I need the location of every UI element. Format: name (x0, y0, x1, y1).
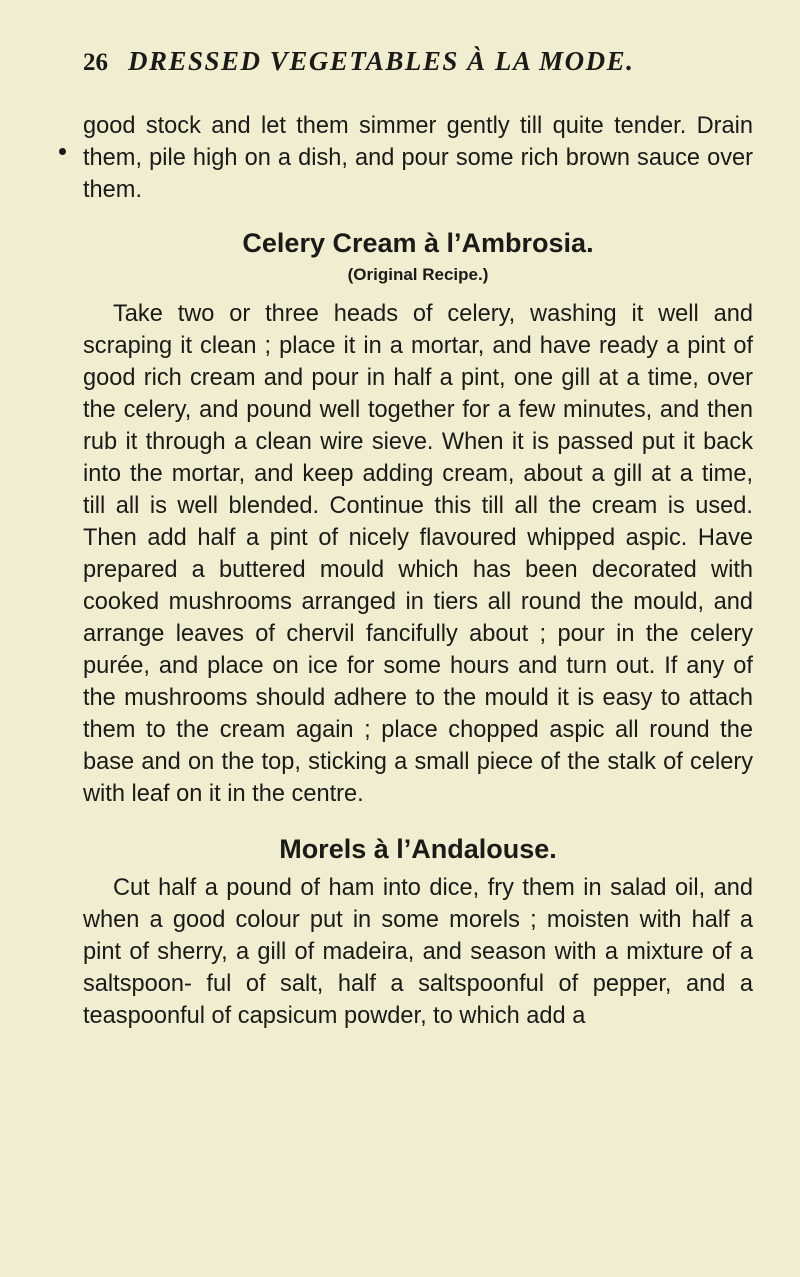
celery-recipe-body: Take two or three heads of celery, washing it well and scraping it clean ; place it in a mortar, and have ready a pint of good rich cream and pour in half a pint, one gill at a time, over the celery, and pound well together for a few minutes, and then rub it through a clean wire sieve. When it is passed put it back into the mortar, and keep adding cream, about a gill at a time, till all is well blended. Continue this till all the cream is used. Then add half a pint of nicely flavoured whipped aspic. Have prepared a buttered mould which has been decorated with cooked mushrooms arranged in tiers all round the mould, and arrange leaves of chervil fancifully about ; pour in the celery purée, and place on ice for some hours and turn out. If any of the mushrooms should adhere to the mould it is easy to attach them to the cream again ; place chopped aspic all round the base and on the top, sticking a small piece of the stalk of celery with leaf on it in the centre. (83, 301, 753, 807)
morels-recipe-body: Cut half a pound of ham into dice, fry them in salad oil, and when a good colour put in some morels ; moisten with half a pint of sherry, a gill of madeira, and season with a mixture of a saltspoon- ful of salt, half a saltspoonful of pepper, and a teaspoonful of capsicum powder, to which add a (83, 875, 753, 1029)
book-page (83, 46, 753, 1032)
running-title: DRESSED VEGETABLES À LA MODE. (128, 46, 635, 76)
running-head (83, 46, 753, 96)
celery-recipe-title: Celery Cream à l’Ambrosia. (242, 228, 594, 258)
margin-mark (59, 148, 66, 155)
continuation-paragraph: good stock and let them simmer gently till quite tender. Drain them, pile high on a dish, and pour some rich brown sauce over them. (83, 113, 753, 203)
page-number: 26 (83, 49, 108, 76)
morels-recipe-title: Morels à l’Andalouse. (279, 834, 557, 864)
celery-recipe-subtitle: (Original Recipe.) (347, 265, 489, 284)
